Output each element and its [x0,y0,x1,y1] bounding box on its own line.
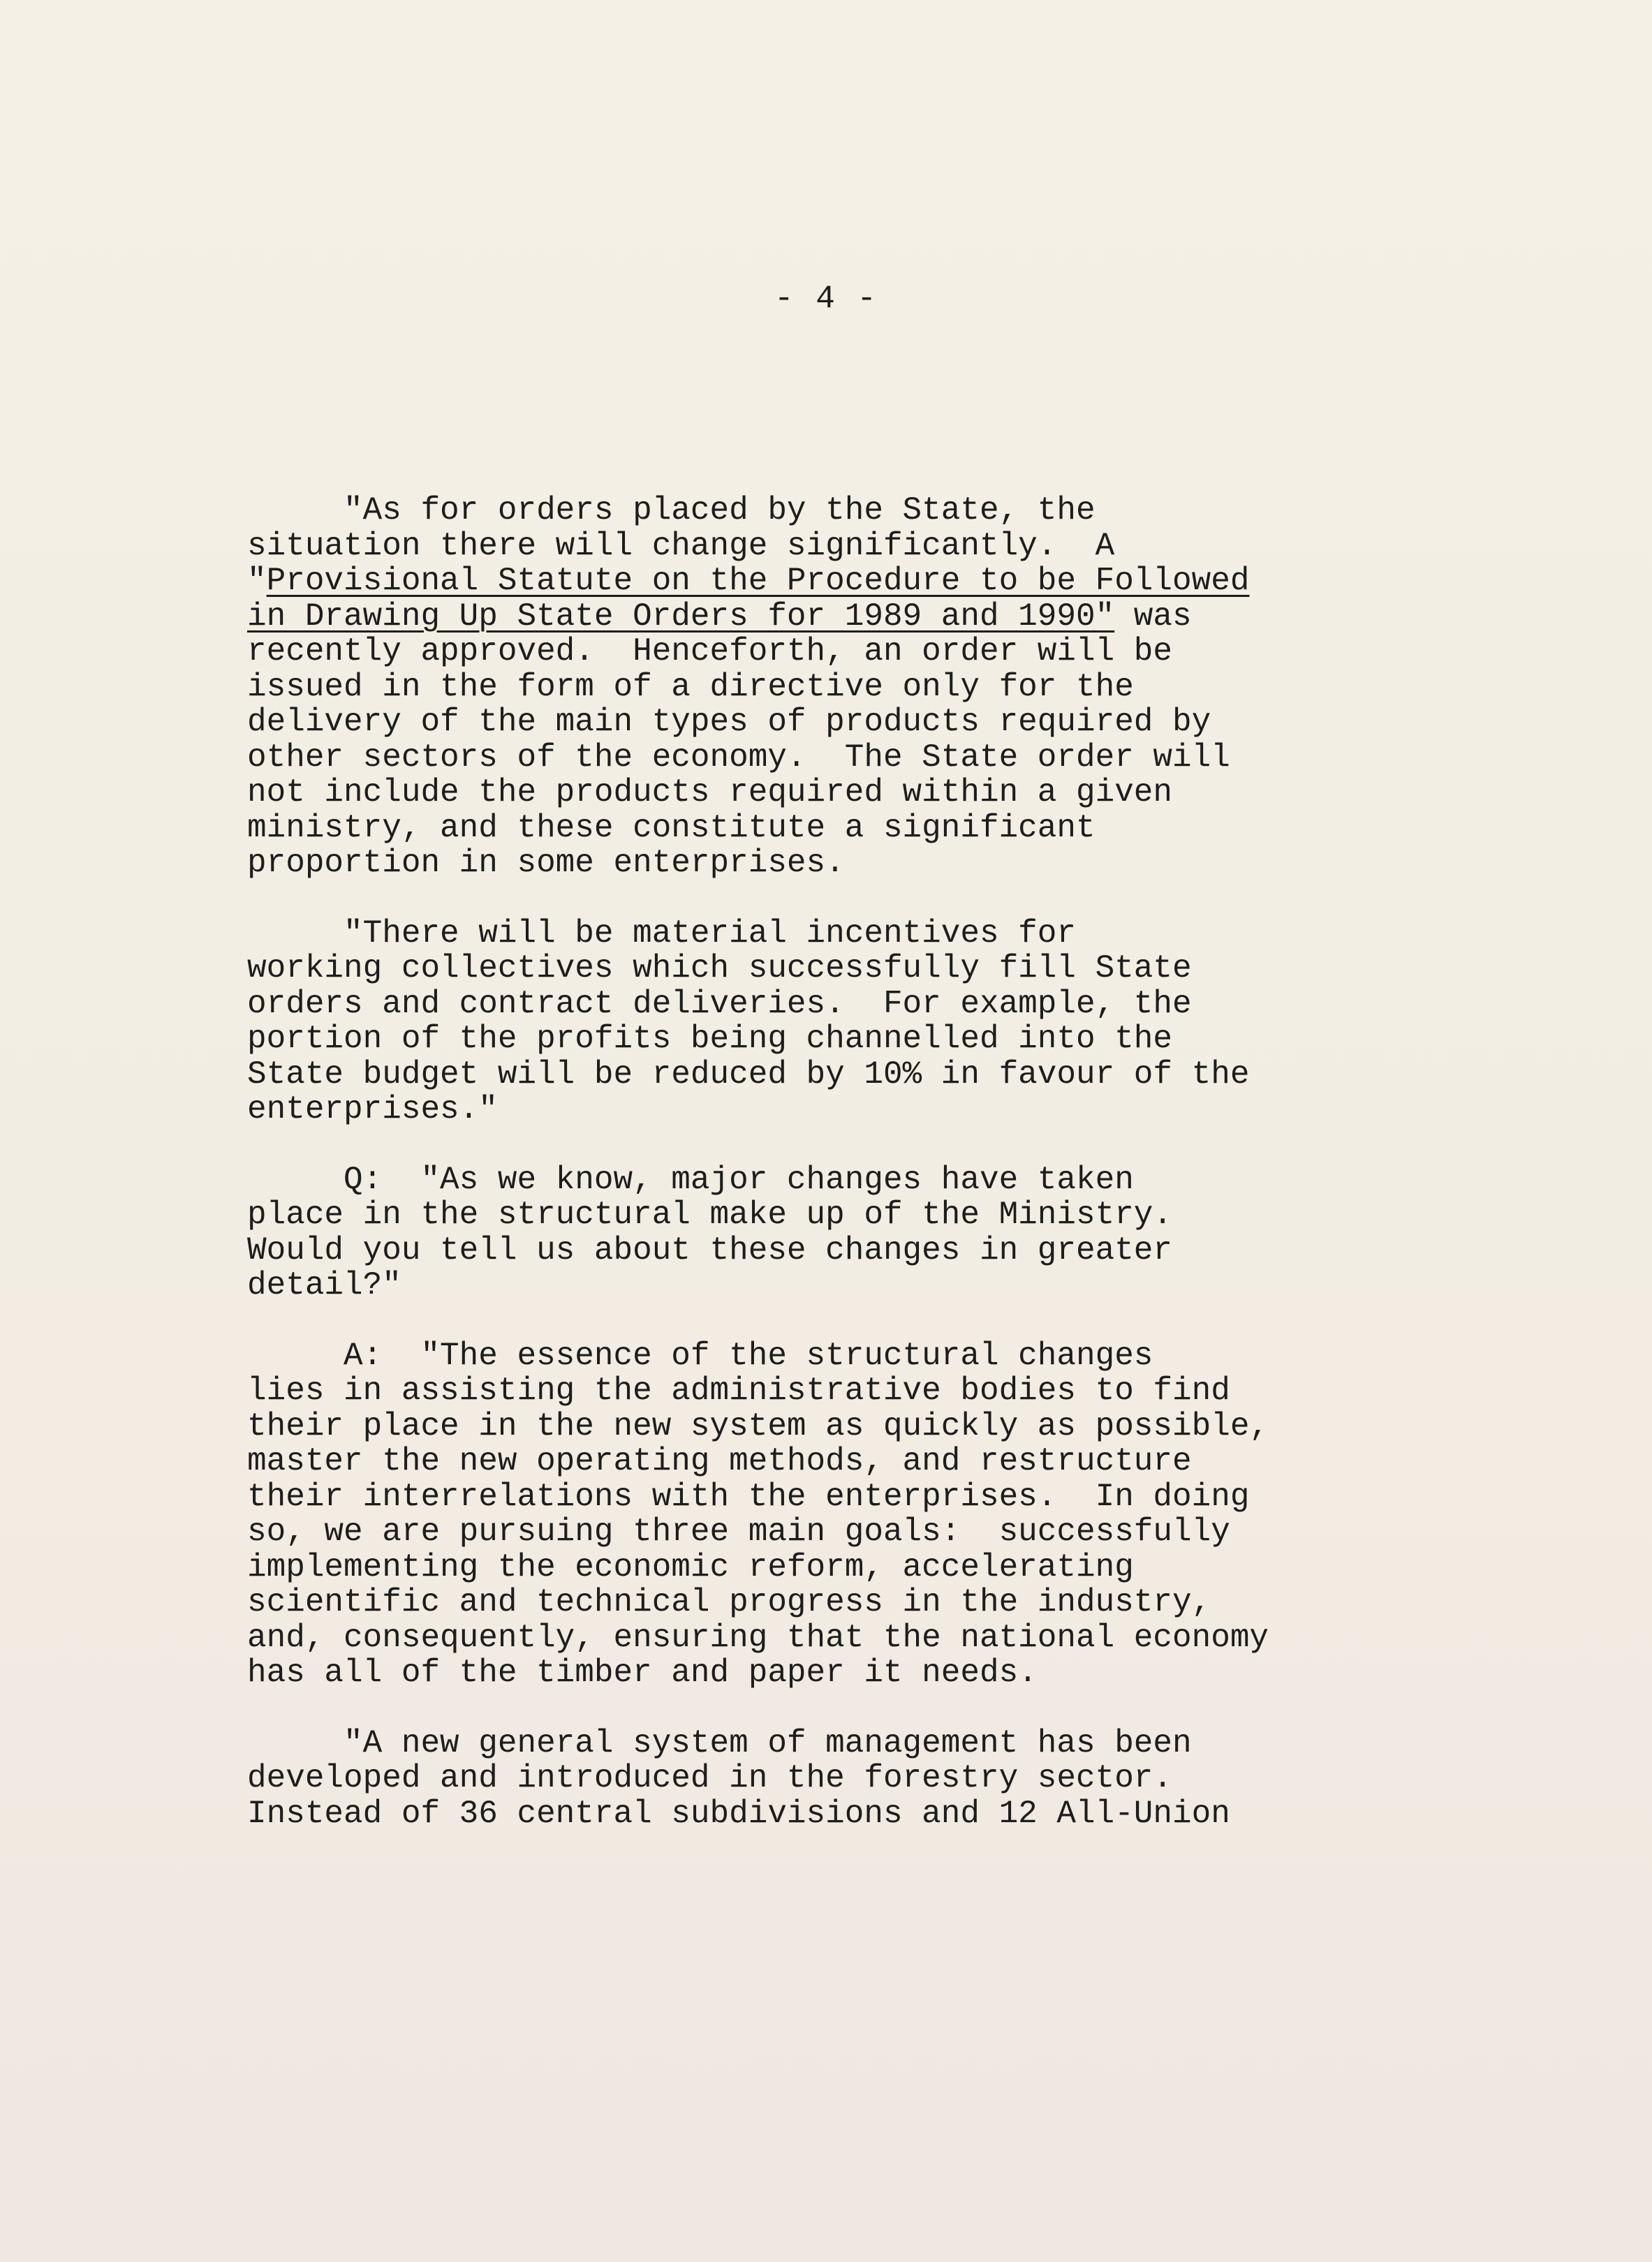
text-line: A: "The essence of the structural changes [247,1337,1153,1374]
text-line: "Provisional Statute on the Procedure to be Followed [247,563,1250,599]
text-line: ministry, and these constitute a significant [247,809,1096,846]
text-line: other sectors of the economy. The State order will [247,739,1230,776]
body-text [247,493,1406,1866]
text-line: master the new operating methods, and restructure [247,1443,1192,1479]
text-line: Would you tell us about these changes in greater [247,1232,1173,1269]
text-line: delivery of the main types of products required by [247,704,1211,740]
text-line: State budget will be reduced by 10% in favour of the [247,1056,1250,1093]
paragraph [247,916,1406,1128]
text-line: "As for orders placed by the State, the [247,492,1096,528]
text-line: and, consequently, ensuring that the national economy [247,1619,1269,1656]
text-line: so, we are pursuing three main goals: successfully [247,1514,1230,1550]
text-line: detail?" [247,1267,401,1303]
paragraph [247,1726,1406,1832]
text-line: working collectives which successfully fill State [247,950,1192,986]
paragraph [247,493,1406,881]
text-line: lies in assisting the administrative bodies to find [247,1373,1230,1409]
text-line: not include the products required within a given [247,774,1173,811]
text-line: scientific and technical progress in the industry, [247,1584,1211,1620]
text-line: orders and contract deliveries. For example, the [247,985,1192,1022]
text-line: enterprises." [247,1091,498,1128]
text-line: their place in the new system as quickly as possible, [247,1407,1269,1444]
text-line: implementing the economic reform, accelerating [247,1548,1134,1585]
text-line: "There will be material incentives for [247,915,1076,952]
underlined-title: in Drawing Up State Orders for 1989 and 1990" [247,598,1115,635]
text-line: situation there will change significantly. A [247,527,1115,564]
text-line: "A new general system of management has been [247,1724,1192,1761]
paragraph [247,1338,1406,1691]
page-number: - 4 - [774,281,878,317]
paragraph [247,1162,1406,1303]
text-line: place in the structural make up of the Ministry. [247,1197,1173,1233]
text-line: portion of the profits being channelled into the [247,1021,1173,1057]
text-line: proportion in some enterprises. [247,845,845,881]
text-line: in Drawing Up State Orders for 1989 and 1990" was [247,598,1192,635]
text-line: recently approved. Henceforth, an order will be [247,633,1173,670]
text-line: their interrelations with the enterprises. In doing [247,1478,1250,1515]
text-line: issued in the form of a directive only for the [247,668,1134,705]
text-line: developed and introduced in the forestry sector. [247,1760,1173,1796]
text-line: Instead of 36 central subdivisions and 12 All-Union [247,1795,1230,1832]
text-line: Q: "As we know, major changes have taken [247,1161,1134,1198]
text-line: has all of the timber and paper it needs. [247,1655,1038,1691]
underlined-title: Provisional Statute on the Procedure to be Followed [266,563,1250,599]
